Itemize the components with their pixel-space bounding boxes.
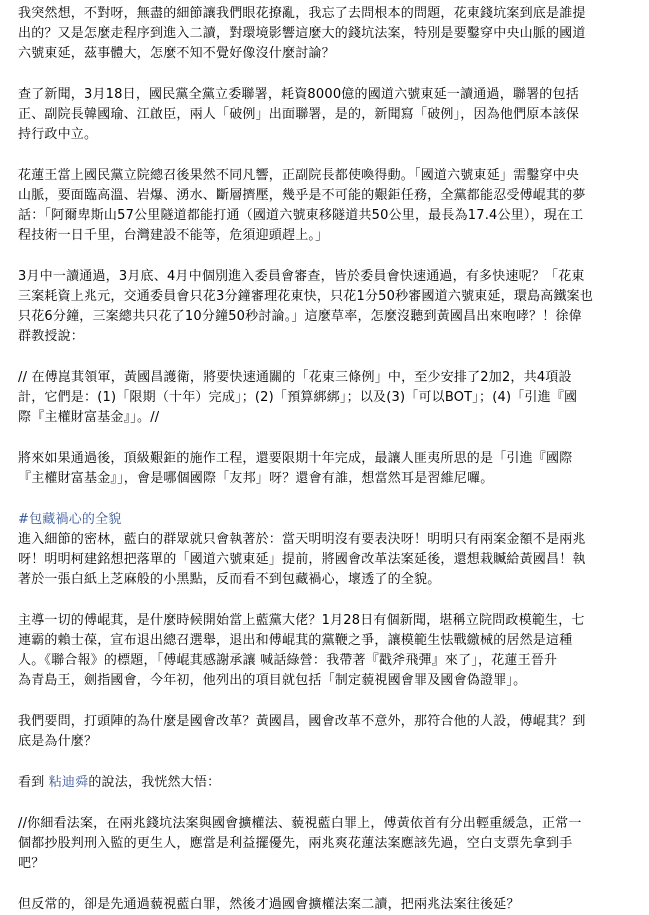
paragraph-7 xyxy=(18,510,639,590)
text-line: 但反常的，卻是先通過藐視藍白罪，然後才過國會擴權法案二讀，把兩兆法案往後延？ xyxy=(18,897,520,912)
paragraph-12 xyxy=(18,895,639,915)
text-line: 持行政中立。 xyxy=(18,127,98,142)
text-line: 我們要問，打頭陣的為什麼是國會改革？黃國昌，國會改革不意外，那符合他的人設，傅崐萁？到 xyxy=(18,714,586,729)
text-line: 三案耗資上兆元，交通委員會只花3分鐘審理花東快，只花1分50秒審國道六號東延，環島高鐵案也 xyxy=(18,289,594,304)
hashtag-link[interactable]: #包藏禍心的全貌 xyxy=(18,512,122,527)
text-line: 底是為什麼？ xyxy=(18,734,98,749)
text-line: 『主權財富基金』」，會是哪個國際「友邦」呀？還會有誰，想當然耳是習維尼囉。 xyxy=(18,471,494,486)
mention-link[interactable]: 粘迪舜 xyxy=(48,775,89,790)
paragraph-2 xyxy=(18,85,639,145)
text-line: 將來如果通過後，頂級艱鉅的施作工程，還要限期十年完成，最讓人匪夷所思的是「引進『國際 xyxy=(18,451,573,466)
text-line: 個都抄股判刑入監的更生人，應當是利益擺優先，兩兆爽花蓮法案應該先過，空白支票先拿到手 xyxy=(18,836,573,851)
text-line: 3月中一讀通過，3月底、4月中個別進入委員會審查，皆於委員會快速通過，有多快速呢？「花東 xyxy=(18,269,585,284)
paragraph-1 xyxy=(18,4,639,64)
text-line: 我突然想，不對呀，無盡的細節讓我們眼花撩亂，我忘了去問根本的問題，花東錢坑案到底是誰提 xyxy=(18,6,586,21)
text-prefix: 看到 xyxy=(18,775,49,790)
text-line: 出的？又是怎麼走程序到進入二讀，對環境影響這麼大的錢坑法案，特別是要鑿穿中央山脈的國道 xyxy=(18,26,586,41)
text-line: 進入細節的密林，藍白的群眾就只會執著於：當天明明沒有要表決呀！明明只有兩案金額不是兩兆 xyxy=(18,532,586,547)
paragraph-3 xyxy=(18,166,639,246)
text-line: 吧？ xyxy=(18,856,45,871)
paragraph-8 xyxy=(18,611,639,691)
text-line: 花蓮王當上國民黨立院總召後果然不同凡響，正副院長都使喚得動。「國道六號東延」需鑿穿中央 xyxy=(18,168,580,183)
text-line: 只花6分鐘，三案總共只花了10分鐘50秒討論。」這麼草率，怎麼沒聽到黃國昌出來咆哮？！徐偉 xyxy=(18,309,582,324)
text-line: 山脈，要面臨高溫、岩爆、湧水、斷層擠壓，幾乎是不可能的艱鉅任務，全黨都能忍受傅崐萁的夢 xyxy=(18,188,586,203)
text-line: 著於一張白紙上芝麻般的小黑點，反而看不到包藏禍心，壞透了的全貌。 xyxy=(18,572,441,587)
text-line: 程技術一日千里，台灣建設不能等，危須迎頭趕上。」 xyxy=(18,228,329,243)
text-line: 人。《聯合報》的標題，「傅崐萁感謝承讓 喊話綠營：我帶著『戳斧飛彈』來了」，花蓮王晉升 xyxy=(18,653,558,668)
quote-paragraph xyxy=(18,368,639,428)
quote-paragraph-2 xyxy=(18,814,639,874)
text-line: 為青島王，劍指國會，今年初，他列出的項目就包括「制定藐視國會罪及國會偽證罪」。 xyxy=(18,673,527,688)
text-line: 群教授說： xyxy=(18,329,85,344)
text-line: // 在傅崑萁領軍，黃國昌護衛，將要快速通關的「花東三條例」中，至少安排了2加2，共4項設 xyxy=(18,370,572,385)
text-line: 計，它們是：(1)「限期（十年）完成」；(2)「預算綁綁」；以及(3)「可以BOT」；(4)「引進『國 xyxy=(18,390,578,405)
paragraph-6 xyxy=(18,449,639,489)
paragraph-4 xyxy=(18,267,639,347)
text-line: 六號東延，茲事體大，怎麼不知不覺好像沒什麼討論？ xyxy=(18,46,335,61)
text-line: 呀！明明柯建銘想把落單的「國道六號東延」提前，將國會改革法案延後，還想栽贓給黃國昌！執 xyxy=(18,552,586,567)
text-line: 主導一切的傅崐萁，是什麼時候開始當上藍黨大佬？1月28日有個新聞，堪稱立院問政模範生，七 xyxy=(18,613,585,628)
text-line: 連霸的賴士葆，宣布退出總召選舉，退出和傅崐萁的黨鞭之爭，讓模範生怯戰繳械的居然是這種 xyxy=(18,633,573,648)
text-line: //你細看法案，在兩兆錢坑法案與國會擴權法、藐視藍白罪上，傅黃依首有分出輕重緩急，正常一 xyxy=(18,816,582,831)
text-line: 話：「阿爾卑斯山57公里隧道都能打通（國道六號東移隧道共50公里，最長為17.4公里），現在工 xyxy=(18,208,584,223)
paragraph-9 xyxy=(18,712,639,752)
text-line: 查了新聞，3月18日，國民黨全黨立委聯署，耗資8000億的國道六號東延一讀通過，聯署的包括 xyxy=(18,87,579,102)
text-suffix: 的說法，我恍然大悟： xyxy=(88,775,221,790)
text-line: 際『主權財富基金』」。// xyxy=(18,410,160,425)
text-line: 正、副院長韓國瑜、江啟臣，兩人「破例」出面聯署，是的，新聞寫「破例」，因為他們原本該保 xyxy=(18,107,580,122)
paragraph-10 xyxy=(18,773,639,793)
text-line xyxy=(18,773,639,793)
